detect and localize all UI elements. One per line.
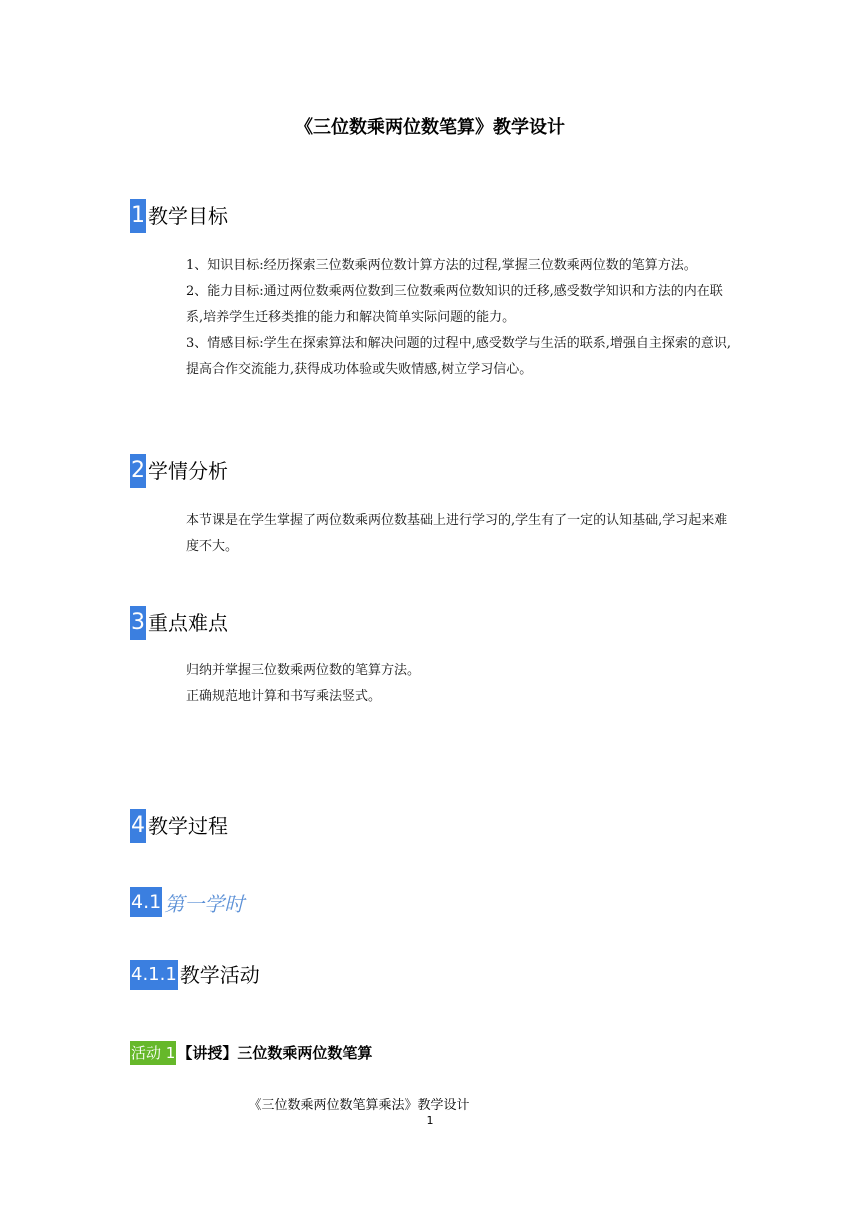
section-number-badge: 1 bbox=[130, 199, 146, 233]
activity-title: 【讲授】三位数乘两位数笔算 bbox=[177, 1044, 373, 1062]
paragraph: 正确规范地计算和书写乘法竖式。 bbox=[186, 689, 382, 704]
page-number: 1 bbox=[426, 1114, 434, 1127]
section-title: 重点难点 bbox=[148, 611, 228, 635]
section-title: 教学目标 bbox=[148, 204, 228, 228]
section-number-badge: 3 bbox=[130, 606, 146, 640]
section-heading-2 bbox=[130, 454, 228, 488]
footer-caption: 《三位数乘两位数笔算乘法》教学设计 bbox=[248, 1098, 470, 1113]
activity-heading bbox=[130, 1041, 372, 1065]
section-body-3 bbox=[186, 658, 734, 710]
subsubsection-heading bbox=[130, 960, 260, 990]
document-title: 《三位数乘两位数笔算》教学设计 bbox=[295, 117, 565, 138]
paragraph: 3、情感目标:学生在探索算法和解决问题的过程中,感受数学与生活的联系,增强自主探索的意识,提高合作交流能力,获得成功体验或失败情感,树立学习信心。 bbox=[186, 336, 732, 377]
subsubsection-number-badge: 4.1.1 bbox=[130, 960, 178, 990]
subsubsection-title: 教学活动 bbox=[179, 963, 260, 987]
section-heading-3 bbox=[130, 606, 228, 640]
section-number-badge: 2 bbox=[130, 454, 146, 488]
paragraph: 本节课是在学生掌握了两位数乘两位数基础上进行学习的,学生有了一定的认知基础,学习起来难度不大。 bbox=[186, 513, 728, 554]
section-body-1 bbox=[186, 253, 734, 383]
subsection-heading bbox=[130, 887, 244, 917]
section-number-badge: 4 bbox=[130, 809, 146, 843]
paragraph: 归纳并掌握三位数乘两位数的笔算方法。 bbox=[186, 663, 421, 678]
section-heading-1 bbox=[130, 199, 228, 233]
paragraph: 1、知识目标:经历探索三位数乘两位数计算方法的过程,掌握三位数乘两位数的笔算方法。 bbox=[186, 258, 697, 273]
section-body-2 bbox=[186, 508, 734, 560]
subsection-number-badge: 4.1 bbox=[130, 887, 162, 917]
section-title: 教学过程 bbox=[148, 814, 228, 838]
paragraph: 2、能力目标:通过两位数乘两位数到三位数乘两位数知识的迁移,感受数学知识和方法的内在联系,培养学生迁移类推的能力和解决简单实际问题的能力。 bbox=[186, 284, 723, 325]
section-title: 学情分析 bbox=[148, 459, 228, 483]
subsection-title: 第一学时 bbox=[164, 891, 245, 916]
section-heading-4 bbox=[130, 809, 228, 843]
activity-badge: 活动 1 bbox=[130, 1041, 176, 1065]
